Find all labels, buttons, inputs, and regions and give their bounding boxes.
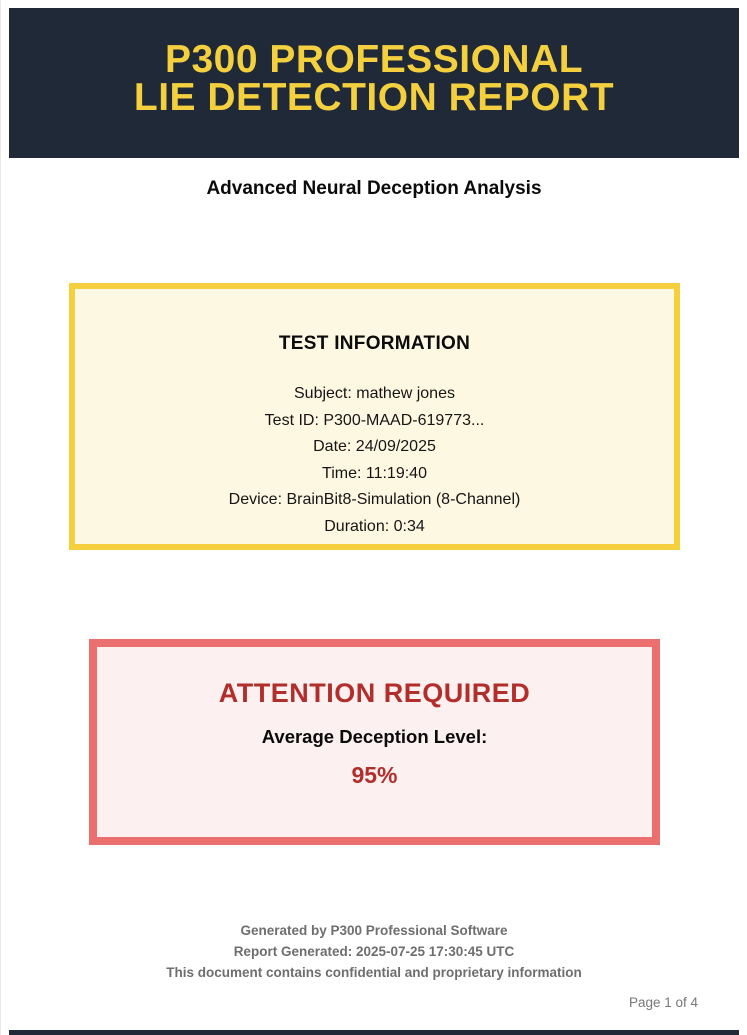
info-row-time: Time: 11:19:40 [322,464,427,482]
info-row-subject: Subject: mathew jones [294,385,455,402]
footer-generated-by: Generated by P300 Professional Software [240,923,508,938]
info-row-date: Date: 24/09/2025 [313,438,436,455]
attention-required-box [89,639,660,845]
info-row-duration: Duration: 0:34 [324,517,425,535]
info-row-test-id: Test ID: P300-MAAD-619773... [264,411,485,429]
report-footer [1,920,747,983]
test-information-box [69,283,680,550]
info-row-device: Device: BrainBit8-Simulation (8-Channel) [228,491,521,508]
test-information-title: TEST INFORMATION [278,333,471,354]
test-information-rows [75,381,674,540]
report-title-line1: P300 PROFESSIONAL [164,37,584,81]
page-number-indicator: Page 1 of 4 [628,995,698,1010]
next-page-header-sliver [9,1030,739,1035]
deception-level-label: Average Deception Level: [261,726,488,747]
footer-report-timestamp: Report Generated: 2025-07-25 17:30:45 UTC [233,944,515,959]
report-header-banner [9,8,739,158]
footer-confidentiality: This document contains confidential and proprietary information [166,965,582,980]
deception-level-value: 95% [351,762,398,788]
attention-title: ATTENTION REQUIRED [218,678,531,708]
report-title-line2: LIE DETECTION REPORT [133,75,615,119]
report-subtitle: Advanced Neural Deception Analysis [206,178,542,199]
